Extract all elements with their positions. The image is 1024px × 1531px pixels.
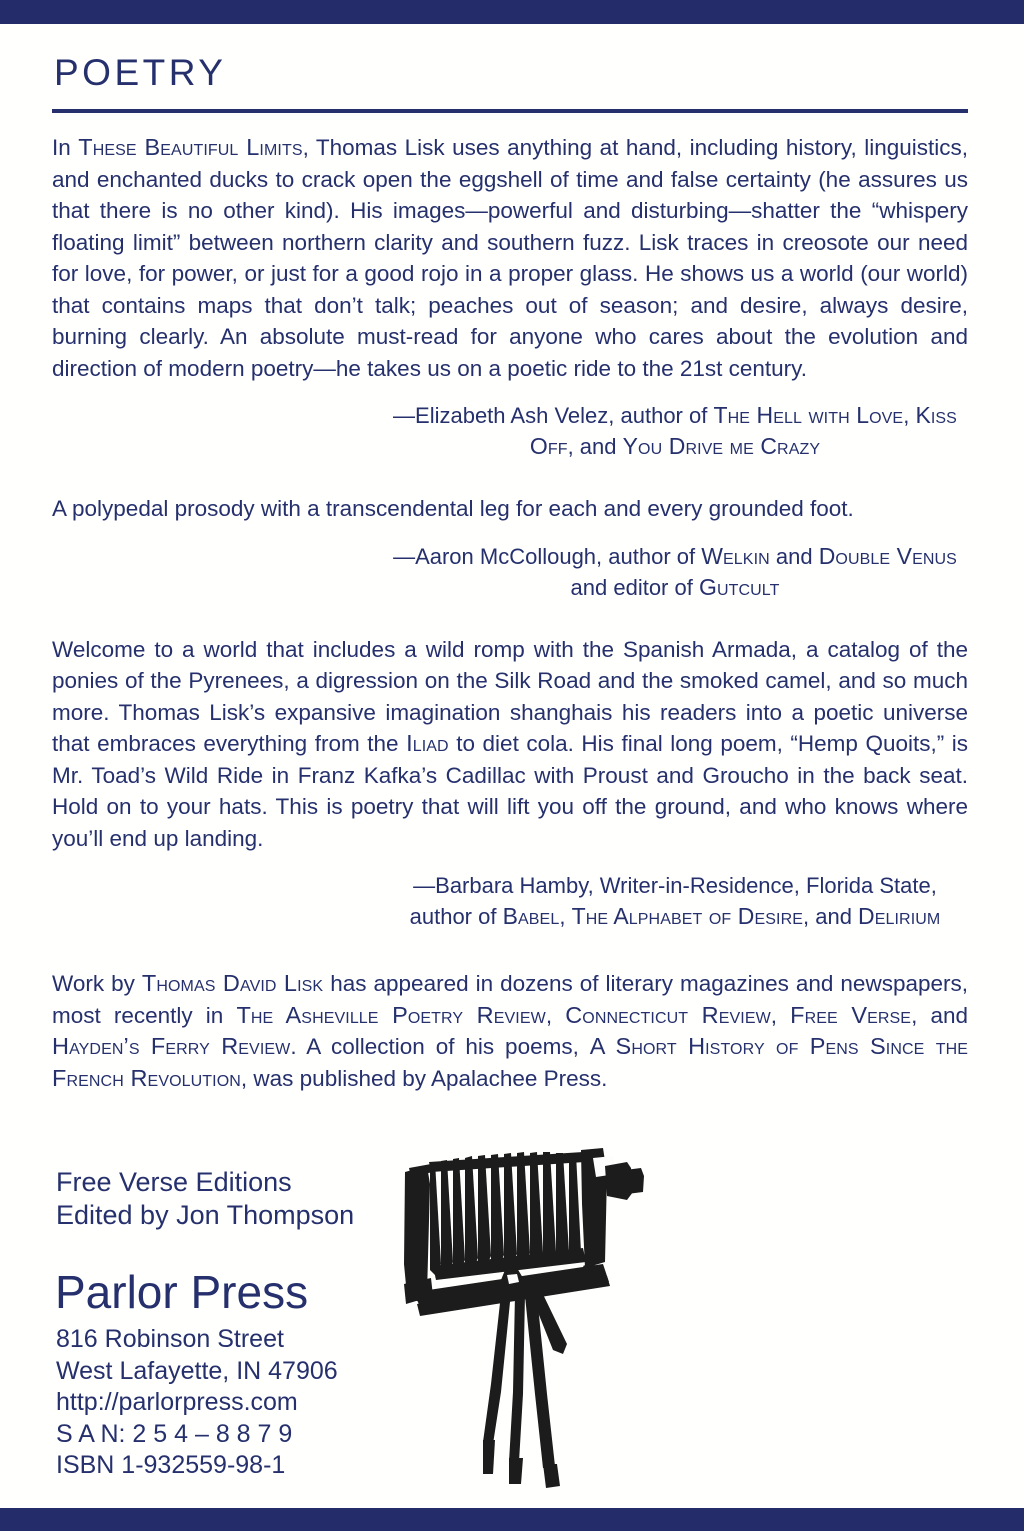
spacer [52, 854, 968, 870]
imprint-name: Free Verse Editions [56, 1167, 292, 1197]
small-caps-title: Thomas David Lisk [141, 970, 324, 996]
blurb-text-2: Welcome to a world that includes a wild romp with the Spanish Armada, a catalog of the ponies of the Pyrenees, a digression on the Silk Road and the smoked camel, and so much more. Thomas Lisk’s expansive imagination shanghais his readers into a poetic universe that embraces everything from the Iliad to diet cola. His final long poem, “Hemp Quoits,” is Mr. Toad’s Wild Ride in Franz Kafka’s Cadillac with Proust and Groucho in the back seat. Hold on to your hats. This is poetry that will lift you off the ground, and who knows where you’ll end up landing. [52, 636, 968, 851]
publisher-website-url[interactable]: http://parlorpress.com [56, 1388, 298, 1416]
small-caps-title: The Hell with Love [713, 402, 904, 428]
publisher-name: Parlor Press [55, 1266, 309, 1318]
bellows-camera-illustration [397, 1144, 672, 1489]
blurb-attribution-1: —Aaron McCollough, author of Welkin and Double Venus and editor of Gutcult [393, 542, 957, 600]
blurb-attribution-2: —Barbara Hamby, Writer-in-Residence, Florida State, author of Babel, The Alphabet of Desire, and Delirium [409, 873, 941, 929]
spacer [52, 462, 968, 493]
isbn-number: ISBN 1-932559-98-1 [56, 1451, 286, 1479]
page-title: POETRY [54, 52, 227, 93]
small-caps-title: Hayden’s Ferry Review [52, 1033, 291, 1059]
top-border-band [0, 0, 1024, 24]
blurb-text-1: A polypedal prosody with a transcendental leg for each and every grounded foot. [52, 496, 854, 521]
spacer [52, 603, 968, 634]
spacer [52, 932, 968, 968]
small-caps-title: You Drive me Crazy [622, 433, 821, 459]
bottom-border-band [0, 1508, 1024, 1531]
small-caps-title: The Asheville Poetry Review [236, 1001, 546, 1028]
small-caps-title: These Beautiful Limits [78, 134, 303, 160]
spacer [52, 525, 968, 541]
small-caps-title: Free Verse [790, 1001, 912, 1028]
small-caps-title: Kiss Off [529, 402, 957, 459]
blurb-text-0: In These Beautiful Limits, Thomas Lisk uses anything at hand, including history, linguistics, and enchanted ducks to crack open the eggshell of time and false certainty (he assures us that there is no other kind). His images—powerful and disturbing—shatter the “whispery floating limit” between northern clarity and southern fuzz. Lisk traces in creosote our need for love, for power, or just for a good rojo in a proper glass. He shows us a world (our world) that contains maps that don’t talk; peaches out of season; and desire, always desire, burning clearly. An absolute must-read for anyone who cares about the evolution and direction of modern poetry—he takes us on a poetic ride to the 21st century. [52, 134, 968, 381]
small-caps-title: Double Venus [818, 542, 957, 569]
small-caps-title: Connecticut Review [565, 1001, 771, 1028]
blurb-attribution-0: —Elizabeth Ash Velez, author of The Hell with Love, Kiss Off, and You Drive me Crazy [393, 402, 957, 459]
spacer [52, 384, 968, 400]
san-number: S A N: 2 5 4 – 8 8 7 9 [56, 1419, 293, 1448]
small-caps-title: Gutcult [698, 573, 780, 600]
small-caps-title: The Alphabet of Desire [571, 903, 803, 929]
address-street: 816 Robinson Street [56, 1325, 284, 1353]
small-caps-title: A Short History of Pens Since the French Revolution [52, 1033, 969, 1091]
cover-content [52, 24, 969, 1479]
small-caps-title: Welkin [701, 542, 770, 569]
imprint-block [56, 1166, 354, 1232]
address-city-state-zip: West Lafayette, IN 47906 [56, 1356, 338, 1385]
small-caps-title: Babel [502, 903, 560, 929]
publisher-address-block [56, 1324, 338, 1482]
author-bio: Work by Thomas David Lisk has appeared in dozens of literary magazines and newspapers, most recently in The Asheville Poetry Review, Connecticut Review, Free Verse, and Hayden’s Ferry Review. A collection of his poems, A Short History of Pens Since the French Revolution, was published by Apalachee Press. [52, 970, 969, 1091]
imprint-editor: Edited by Jon Thompson [56, 1200, 355, 1230]
small-caps-title: Delirium [858, 903, 941, 929]
publisher-footer [52, 1144, 968, 1504]
title-divider-rule [52, 109, 968, 113]
small-caps-title: Iliad [406, 730, 449, 756]
